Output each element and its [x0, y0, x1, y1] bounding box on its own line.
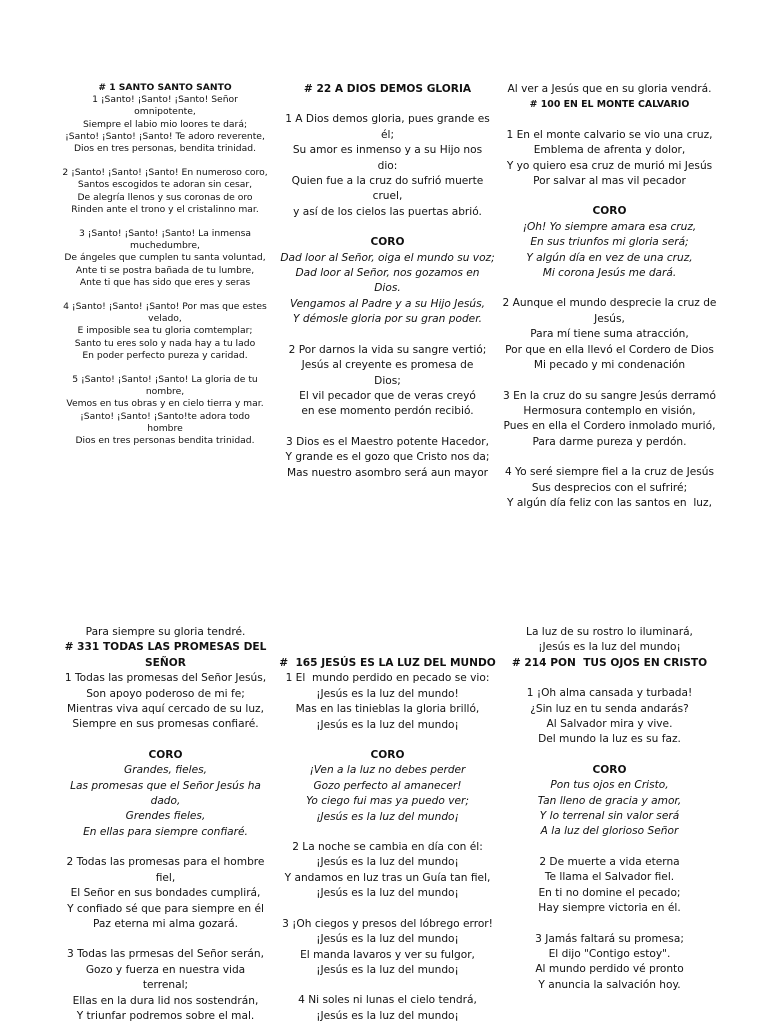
- coro-lines: [48, 763, 283, 840]
- text-line: El manda lavaros y ver su fulgor,: [300, 948, 475, 961]
- text-line: El vil pecador que de veras creyó: [299, 389, 476, 402]
- text-line: Hermosura contemplo en visión,: [523, 404, 696, 417]
- text-line: ¡Jesús es la luz del mundo¡: [316, 856, 459, 869]
- hymn-title: # 214 PON TUS OJOS EN CRISTO: [511, 656, 708, 669]
- text-line: 2 De muerte a vida eterna: [539, 855, 680, 868]
- text-line: Las promesas que el Señor Jesús ha: [70, 779, 261, 792]
- text-line: Para darme pureza y perdón.: [532, 435, 687, 448]
- verse-3: [270, 917, 505, 979]
- text-line: En ellas para siempre confiaré.: [83, 825, 248, 838]
- text-line: Del mundo la luz es su faz.: [538, 733, 681, 746]
- coro-label: CORO: [370, 236, 405, 249]
- verse-2: [270, 343, 505, 420]
- verse-1: [270, 671, 505, 733]
- text-line: Vengamos al Padre y a su Hijo Jesús,: [290, 297, 485, 310]
- text-line: Y démosle gloria por su gran poder.: [293, 313, 482, 326]
- text-line: Sus desprecios con el sufriré;: [531, 481, 688, 494]
- stanza-gap: [55, 216, 275, 228]
- text-line: Santo tu eres solo y nada hay a tu lado: [74, 337, 256, 349]
- text-line: 5 ¡Santo! ¡Santo! ¡Santo! La gloria de tu: [72, 374, 258, 386]
- text-line: Al Salvador mira y vive.: [546, 718, 673, 731]
- text-line: Su amor es inmenso y a su Hijo nos: [292, 144, 483, 157]
- coro-lines: [270, 251, 505, 328]
- text-line: La luz de su rostro lo iluminará,: [526, 626, 693, 638]
- text-line: ¡Santo! ¡Santo! ¡Santo!te adora todo: [80, 410, 250, 422]
- text-line: 2 ¡Santo! ¡Santo! ¡Santo! En numeroso coro,: [62, 167, 268, 179]
- text-line: # 331 TODAS LAS PROMESAS DEL: [64, 641, 267, 654]
- text-line: Dios;: [374, 374, 401, 387]
- hymn-title: # 1 SANTO SANTO SANTO: [98, 82, 232, 93]
- text-line: Para mí tiene suma atracción,: [530, 328, 689, 341]
- coro-lines: [497, 220, 722, 282]
- coro-label: CORO: [592, 763, 627, 776]
- text-line: De ángeles que cumplen tu santa voluntad,: [64, 252, 266, 264]
- hymn-title: [48, 640, 283, 671]
- text-line: Y anuncia la salvación hoy.: [538, 978, 681, 991]
- text-line: En sus triunfos mi gloria será;: [530, 236, 689, 249]
- text-line: SEÑOR: [145, 656, 186, 669]
- text-line: Dad loor al Señor, oiga el mundo su voz;: [280, 251, 495, 264]
- text-line: 1 ¡Santo! ¡Santo! ¡Santo! Señor: [92, 94, 238, 106]
- text-line: dio:: [377, 159, 398, 172]
- text-line: Por que en ella llevó el Cordero de Dios: [505, 343, 714, 356]
- text-line: Vemos en tus obras y en cielo tierra y mar.: [66, 398, 264, 410]
- verse-2: [497, 855, 722, 917]
- text-line: Yo ciego fui mas ya puedo ver;: [306, 795, 469, 808]
- text-line: hombre: [147, 422, 183, 434]
- text-line: Al mundo perdido vé pronto: [535, 963, 684, 976]
- text-line: ¡Jesús es la luz del mundo¡: [316, 718, 459, 731]
- text-line: Gozo perfecto al amanecer!: [313, 779, 462, 792]
- hymn-22-column: [270, 82, 505, 481]
- text-line: Mi pecado y mi condenación: [533, 359, 686, 372]
- text-line: 1 A Dios demos gloria, pues grande es: [285, 113, 490, 126]
- verse-3: [48, 947, 283, 1024]
- coro-lines: [497, 778, 722, 840]
- text-line: 1 El mundo perdido en pecado se vio:: [285, 672, 490, 685]
- text-line: En poder perfecto pureza y caridad.: [82, 349, 248, 361]
- text-line: Mi corona Jesús me dará.: [542, 267, 677, 280]
- text-line: 3 En la cruz do su sangre Jesús derramó: [503, 389, 716, 402]
- text-line: Mientras viva aquí cercado de su luz,: [67, 703, 264, 716]
- text-line: 2 Aunque el mundo desprecie la cruz de: [502, 297, 717, 310]
- text-line: 1 Todas las promesas del Señor Jesús,: [64, 672, 267, 685]
- text-line: Te llama el Salvador fiel.: [544, 871, 675, 884]
- text-line: ¡Jesús es la luz del mundo¡: [538, 641, 681, 654]
- text-line: Dios en tres personas, bendita trinidad.: [73, 143, 256, 155]
- verse-3: [270, 435, 505, 481]
- text-line: 2 Por darnos la vida su sangre vertió;: [288, 343, 487, 356]
- coro-label: CORO: [148, 748, 183, 761]
- text-line: E imposible sea tu gloria comtemplar;: [77, 325, 253, 337]
- hymn-214-column: [497, 625, 722, 993]
- text-line: Y lo terrenal sin valor será: [539, 810, 680, 823]
- text-line: Siempre en sus promesas confiaré.: [72, 718, 259, 731]
- text-line: 3 Todas las prmesas del Señor serán,: [67, 948, 264, 961]
- text-line: muchedumbre,: [130, 240, 200, 252]
- text-line: Por salvar al mas vil pecador: [533, 175, 686, 188]
- text-line: 3 Dios es el Maestro potente Hacedor,: [286, 435, 489, 448]
- verse-2: [48, 855, 283, 932]
- text-line: 4 ¡Santo! ¡Santo! ¡Santo! Por mas que estes: [63, 301, 267, 313]
- verse-1: [497, 686, 722, 748]
- coro-label: CORO: [370, 749, 405, 762]
- continuation-line: Para siempre su gloria tendré.: [85, 626, 246, 638]
- text-line: Son apoyo poderoso de mi fe;: [86, 687, 245, 700]
- verse-2: [497, 296, 722, 373]
- stanza-gap: [55, 155, 275, 167]
- text-line: ¡Jesús es la luz del mundo¡: [316, 887, 459, 900]
- text-line: El dijo "Contigo estoy".: [548, 947, 671, 960]
- text-line: A la luz del glorioso Señor: [540, 825, 679, 838]
- continuation-lines: [497, 625, 722, 656]
- text-line: Tan lleno de gracia y amor,: [537, 794, 682, 807]
- text-line: dado,: [150, 795, 181, 808]
- hymn-331-column: [48, 625, 283, 1024]
- hymn-100-column: [497, 82, 722, 511]
- verse-2: [270, 840, 505, 902]
- text-line: nombre,: [145, 386, 185, 398]
- text-line: terrenal;: [142, 979, 189, 992]
- text-line: Jesús,: [594, 312, 625, 325]
- text-line: ¡Jesús es la luz del mundo¡: [316, 1009, 459, 1022]
- hymn-1-column: [55, 82, 275, 447]
- text-line: Y algún día en vez de una cruz,: [526, 251, 693, 264]
- text-line: Grandes, fieles,: [124, 764, 207, 777]
- text-line: él;: [380, 128, 395, 141]
- text-line: fiel,: [155, 871, 176, 884]
- text-line: Rinden ante el trono y el cristalinno mar.: [71, 203, 259, 215]
- hymn-lines: [55, 94, 275, 447]
- text-line: Ante ti se postra bañada de tu lumbre,: [75, 264, 255, 276]
- text-line: 1 En el monte calvario se vio una cruz,: [506, 128, 713, 141]
- verse-1: [48, 671, 283, 733]
- text-line: Santos escogidos te adoran sin cesar,: [77, 179, 253, 191]
- text-line: Gozo y fuerza en nuestra vida: [85, 963, 246, 976]
- text-line: El Señor en sus bondades cumplirá,: [70, 887, 261, 900]
- text-line: en ese momento perdón recibió.: [301, 405, 474, 418]
- text-line: Y yo quiero esa cruz de murió mi Jesús: [506, 159, 713, 172]
- text-line: 4 Yo seré siempre fiel a la cruz de Jesús: [504, 466, 715, 479]
- text-line: cruel,: [372, 190, 403, 203]
- text-line: 2 La noche se cambia en día con él:: [292, 841, 483, 854]
- text-line: ¿Sin luz en tu senda andarás?: [530, 702, 689, 715]
- text-line: Y confiado sé que para siempre en él: [67, 902, 264, 915]
- text-line: Hay siempre victoria en él.: [538, 902, 681, 915]
- text-line: Paz eterna mi alma gozará.: [93, 917, 238, 930]
- stanza-gap: [55, 362, 275, 374]
- text-line: ¡Jesús es la luz del mundo!: [316, 687, 459, 700]
- text-line: En ti no domine el pecado;: [538, 886, 681, 899]
- text-line: Mas nuestro asombro será aun mayor: [286, 466, 489, 479]
- text-line: Quien fue a la cruz do sufrió muerte: [291, 175, 484, 188]
- text-line: Y algún día feliz con las santos en luz,: [507, 496, 712, 509]
- text-line: Y grande es el gozo que Cristo nos da;: [285, 451, 490, 464]
- text-line: Pues en ella el Cordero inmolado murió,: [503, 420, 716, 433]
- text-line: ¡Oh! Yo siempre amara esa cruz,: [522, 220, 697, 233]
- continuation-line: Al ver a Jesús que en su gloria vendrá.: [507, 83, 712, 95]
- coro-label: CORO: [592, 205, 627, 218]
- text-line: velado,: [148, 313, 182, 325]
- hymn-165-column: [270, 656, 505, 1024]
- hymn-title: # 100 EN EL MONTE CALVARIO: [529, 99, 690, 111]
- stanza-gap: [55, 289, 275, 301]
- text-line: 3 ¡Santo! ¡Santo! ¡Santo! La inmensa: [78, 228, 252, 240]
- text-line: Siempre el labio mio loores te dará;: [82, 118, 248, 130]
- text-line: Dad loor al Señor, nos gozamos en: [295, 267, 480, 280]
- text-line: 4 Ni soles ni lunas el cielo tendrá,: [298, 994, 477, 1007]
- text-line: omnipotente,: [134, 106, 196, 118]
- text-line: 3 Jamás faltará su promesa;: [535, 932, 684, 945]
- text-line: Y triunfar podremos sobre el mal.: [76, 1009, 255, 1022]
- text-line: ¡Ven a la luz no debes perder: [309, 764, 466, 777]
- text-line: Grendes fieles,: [125, 810, 206, 823]
- hymn-title: # 165 JESÚS ES LA LUZ DEL MUNDO: [279, 657, 496, 669]
- text-line: 1 ¡Oh alma cansada y turbada!: [526, 687, 693, 700]
- hymn-title: # 22 A DIOS DEMOS GLORIA: [303, 83, 472, 95]
- text-line: ¡Jesús es la luz del mundo¡: [316, 933, 459, 946]
- text-line: 2 Todas las promesas para el hombre: [66, 856, 265, 869]
- text-line: Y andamos en luz tras un Guía tan fiel,: [284, 871, 491, 884]
- verse-1: [497, 128, 722, 190]
- text-line: De alegría llenos y sus coronas de oro: [77, 191, 253, 203]
- verse-1: [270, 112, 505, 220]
- text-line: Dios en tres personas bendita trinidad.: [75, 435, 255, 447]
- text-line: Dios.: [374, 282, 401, 295]
- text-line: Ellas en la dura lid nos sostendrán,: [72, 994, 259, 1007]
- text-line: Jesús al creyente es promesa de: [301, 359, 474, 372]
- text-line: Emblema de afrenta y dolor,: [533, 144, 686, 157]
- text-line: ¡Jesús es la luz del mundo¡: [316, 963, 459, 976]
- verse-4: [497, 465, 722, 511]
- text-line: Pon tus ojos en Cristo,: [550, 779, 669, 792]
- coro-lines: [270, 763, 505, 825]
- text-line: ¡Santo! ¡Santo! ¡Santo! Te adoro reverente,: [65, 130, 265, 142]
- verse-3: [497, 389, 722, 451]
- verse-4: [270, 993, 505, 1024]
- text-line: ¡Jesús es la luz del mundo¡: [316, 810, 459, 823]
- text-line: Ante ti que has sido que eres y seras: [79, 276, 251, 288]
- text-line: Mas en las tinieblas la gloria brilló,: [295, 703, 480, 716]
- text-line: 3 ¡Oh ciegos y presos del lóbrego error!: [282, 917, 493, 930]
- verse-3: [497, 932, 722, 994]
- text-line: y así de los cielos las puertas abrió.: [293, 205, 482, 218]
